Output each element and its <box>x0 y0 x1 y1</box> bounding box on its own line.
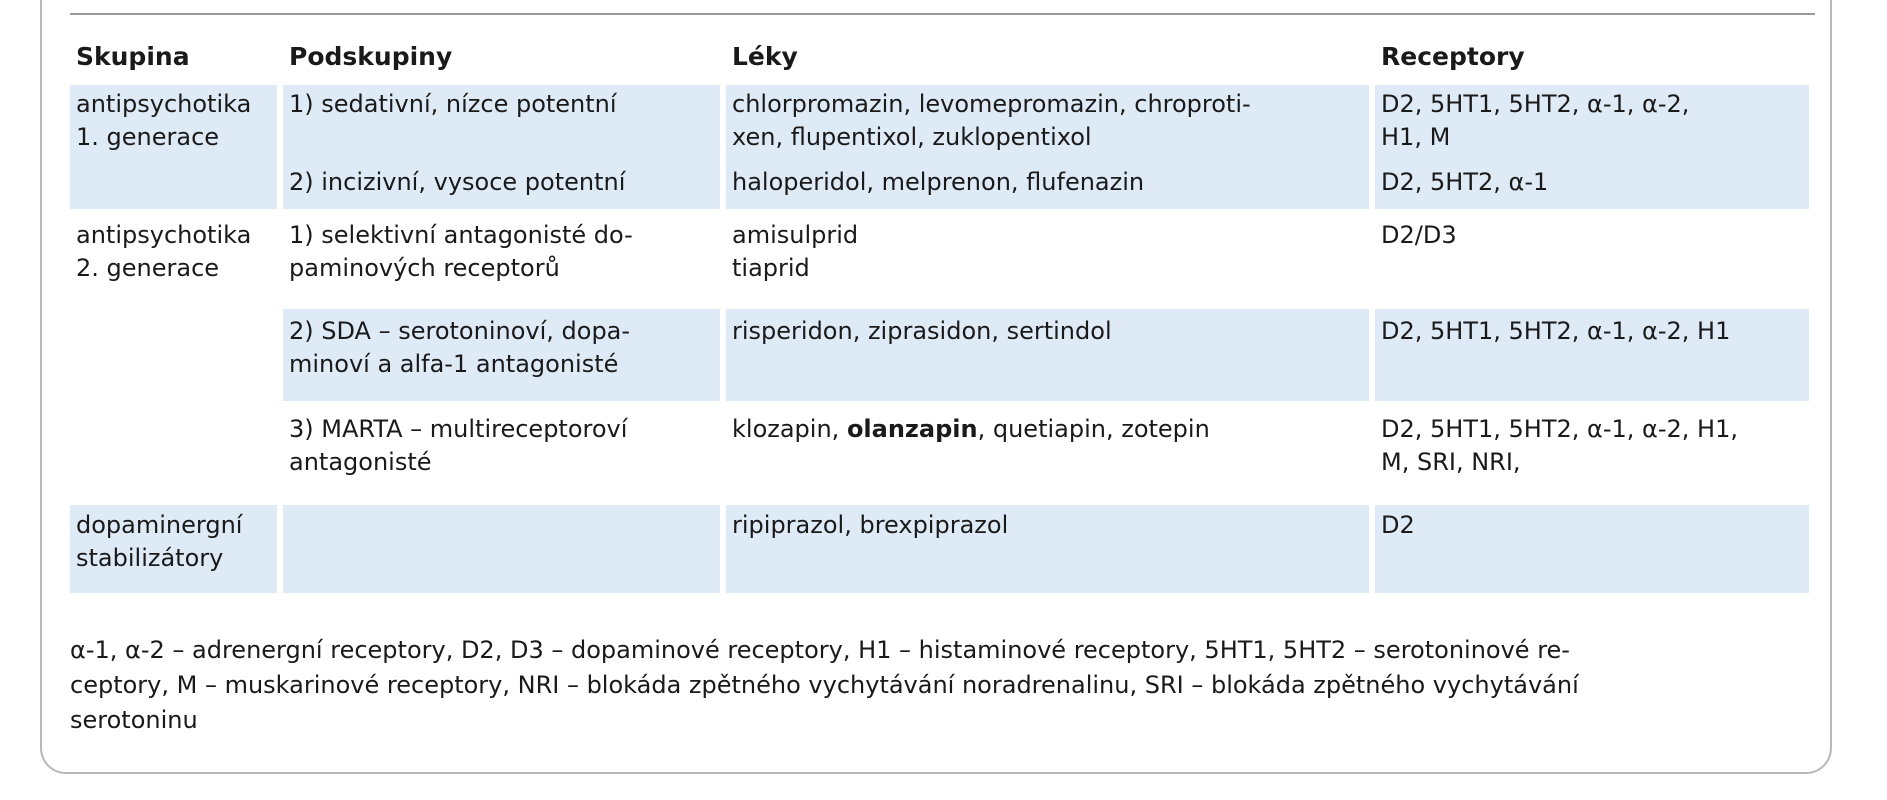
group-line: dopaminergní <box>76 511 243 539</box>
header-subgroups: Podskupiny <box>289 42 453 71</box>
header-group: Skupina <box>76 42 190 71</box>
drugs-cell <box>726 215 1369 303</box>
group-line: antipsychotika <box>76 90 252 118</box>
group-cell <box>70 505 277 593</box>
receptors-cell <box>1375 85 1809 164</box>
legend-line: serotoninu <box>70 706 198 734</box>
subgroup-cell <box>283 309 720 401</box>
drugs-line: xen, flupentixol, zuklopentixol <box>732 123 1092 151</box>
legend-line: α-1, α-2 – adrenergní receptory, D2, D3 – dopaminové receptory, H1 – histaminové receptory, 5HT1, 5HT2 – serotoninové re- <box>70 636 1570 664</box>
receptors-cell: D2, 5HT2, α-1 <box>1375 164 1809 209</box>
group-line: 2. generace <box>76 254 220 282</box>
antipsychotics-table <box>64 28 1815 593</box>
table-row <box>70 215 1809 303</box>
table-row <box>70 85 1809 164</box>
table-row <box>70 164 1809 209</box>
drugs-line: chlorpromazin, levomepromazin, chroproti- <box>732 90 1251 118</box>
header-drugs: Léky <box>732 42 798 71</box>
subgroup-cell <box>283 505 720 593</box>
legend-line: ceptory, M – muskarinové receptory, NRI – blokáda zpětného vychytávání noradrenalinu, SRI – blokáda zpětného vychytávání <box>70 671 1579 699</box>
table-row <box>70 505 1809 593</box>
subgroup-line: 2) SDA – serotoninoví, dopa- <box>289 317 631 345</box>
top-divider <box>70 13 1815 15</box>
subgroup-line: paminových receptorů <box>289 254 560 282</box>
drugs-cell: haloperidol, melprenon, flufenazin <box>726 164 1369 209</box>
drugs-cell <box>726 407 1369 499</box>
receptors-cell: D2, 5HT1, 5HT2, α-1, α-2, H1 <box>1375 309 1809 401</box>
receptors-cell <box>1375 407 1809 499</box>
subgroup-line: 1) selektivní antagonisté do- <box>289 221 633 249</box>
drugs-cell <box>726 85 1369 164</box>
table-row <box>70 309 1809 401</box>
subgroup-line: minoví a alfa-1 antagonisté <box>289 350 619 378</box>
receptors-line: M, SRI, NRI, <box>1381 448 1521 476</box>
group-line: antipsychotika <box>76 221 252 249</box>
drugs-line: tiaprid <box>732 254 810 282</box>
drugs-text-bold: olanzapin <box>846 415 978 443</box>
subgroup-line: 3) MARTA – multireceptoroví <box>289 415 628 443</box>
table-row <box>70 407 1809 499</box>
drugs-cell: risperidon, ziprasidon, sertindol <box>726 309 1369 401</box>
header-receptors: Receptory <box>1381 42 1525 71</box>
drugs-line: amisulprid <box>732 221 859 249</box>
receptors-line: D2, 5HT1, 5HT2, α-1, α-2, H1, <box>1381 415 1738 443</box>
subgroup-line: antagonisté <box>289 448 432 476</box>
group-line: 1. generace <box>76 123 220 151</box>
drugs-text: klozapin, <box>732 415 847 443</box>
receptors-cell: D2 <box>1375 505 1809 593</box>
receptors-line: D2, 5HT1, 5HT2, α-1, α-2, <box>1381 90 1690 118</box>
receptors-line: H1, M <box>1381 123 1451 151</box>
subgroup-cell <box>283 215 720 303</box>
group-cell <box>70 85 277 209</box>
drugs-text: , quetiapin, zotepin <box>977 415 1210 443</box>
group-line: stabilizátory <box>76 544 224 572</box>
subgroup-cell: 2) incizivní, vysoce potentní <box>283 164 720 209</box>
subgroup-cell <box>283 407 720 499</box>
table-header-row <box>70 28 1809 85</box>
group-cell <box>70 215 277 499</box>
subgroup-cell: 1) sedativní, nízce potentní <box>283 85 720 164</box>
abbreviations-legend <box>70 633 1810 738</box>
receptors-cell: D2/D3 <box>1381 221 1457 249</box>
drugs-cell: ripiprazol, brexpiprazol <box>726 505 1369 593</box>
